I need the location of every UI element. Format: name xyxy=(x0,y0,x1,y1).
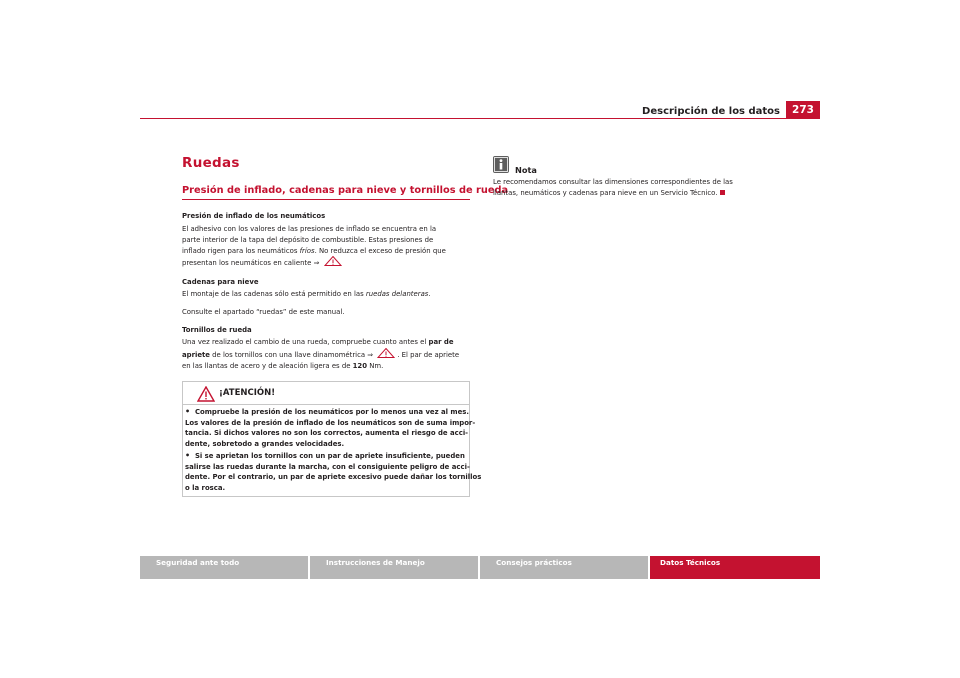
chains-text: El montaje de las cadenas sólo está permitido en las ruedas delanteras. xyxy=(182,290,431,298)
warning-triangle-icon[interactable] xyxy=(375,348,397,358)
tab-datos-tecnicos[interactable]: Datos Técnicos xyxy=(650,556,820,579)
warning-triangle-icon[interactable] xyxy=(322,256,344,266)
chains-reference: Consulte el apartado “ruedas” de este manual. xyxy=(182,308,345,316)
note-title: Nota xyxy=(515,165,537,175)
end-of-section-marker xyxy=(720,190,725,195)
warning-triangle-icon xyxy=(197,386,215,402)
page-number: 273 xyxy=(786,101,820,119)
header-rule xyxy=(140,118,820,119)
bolts-text: Una vez realizado el cambio de una rueda, compruebe cuanto antes el par de apriete de los tornillos con una llave dinamométrica ⇒ . El par de apriete en las llantas de acero y de aleación ligera es de 120 Nm. xyxy=(182,338,460,370)
tab-consejos[interactable]: Consejos prácticos xyxy=(480,556,648,579)
note-text: Le recomendamos consultar las dimensiones correspondientes de las llantas, neumáticos y cadenas para nieve en un Servicio Técnico. xyxy=(493,178,733,197)
tab-instrucciones[interactable]: Instrucciones de Manejo xyxy=(310,556,478,579)
warning-bullet-1: • Compruebe la presión de los neumáticos por lo menos una vez al mes. Los valores de la presión de inflado de los neumáticos son de suma impor- tancia. Si dichos valores no son los correctos, aumenta el riesgo de acci- dente, sobretodo a grandes velocidades. xyxy=(185,407,476,448)
warning-bullet-2: • Si se aprietan los tornillos con un par de apriete insuficiente, pueden salirse las ruedas durante la marcha, con el consiguiente peligro de acci- dente. Por el contrario, un par de apriete excesivo puede dañar los tornillos o la rosca. xyxy=(185,451,482,492)
subsection-rule xyxy=(182,199,470,200)
warning-divider xyxy=(183,404,469,405)
bolts-heading: Tornillos de rueda xyxy=(182,326,252,334)
pressure-heading: Presión de inflado de los neumáticos xyxy=(182,212,326,220)
warning-title: ¡ATENCIÓN! xyxy=(219,388,276,398)
subsection-title: Presión de inflado, cadenas para nieve y tornillos de rueda xyxy=(182,185,509,196)
chains-heading: Cadenas para nieve xyxy=(182,278,259,286)
pressure-text: El adhesivo con los valores de las presiones de inflado se encuentra en la parte interior de la tapa del depósito de combustible. Estas presiones de inflado rigen para los neumáticos fríos. No reduzca el exceso de presión que presentan los neumáticos en caliente ⇒ xyxy=(182,225,446,268)
section-title: Ruedas xyxy=(182,155,240,171)
warning-box xyxy=(182,381,482,497)
tab-seguridad[interactable]: Seguridad ante todo xyxy=(140,556,308,579)
info-note-icon xyxy=(493,156,509,173)
running-header-title: Descripción de los datos xyxy=(642,106,780,117)
